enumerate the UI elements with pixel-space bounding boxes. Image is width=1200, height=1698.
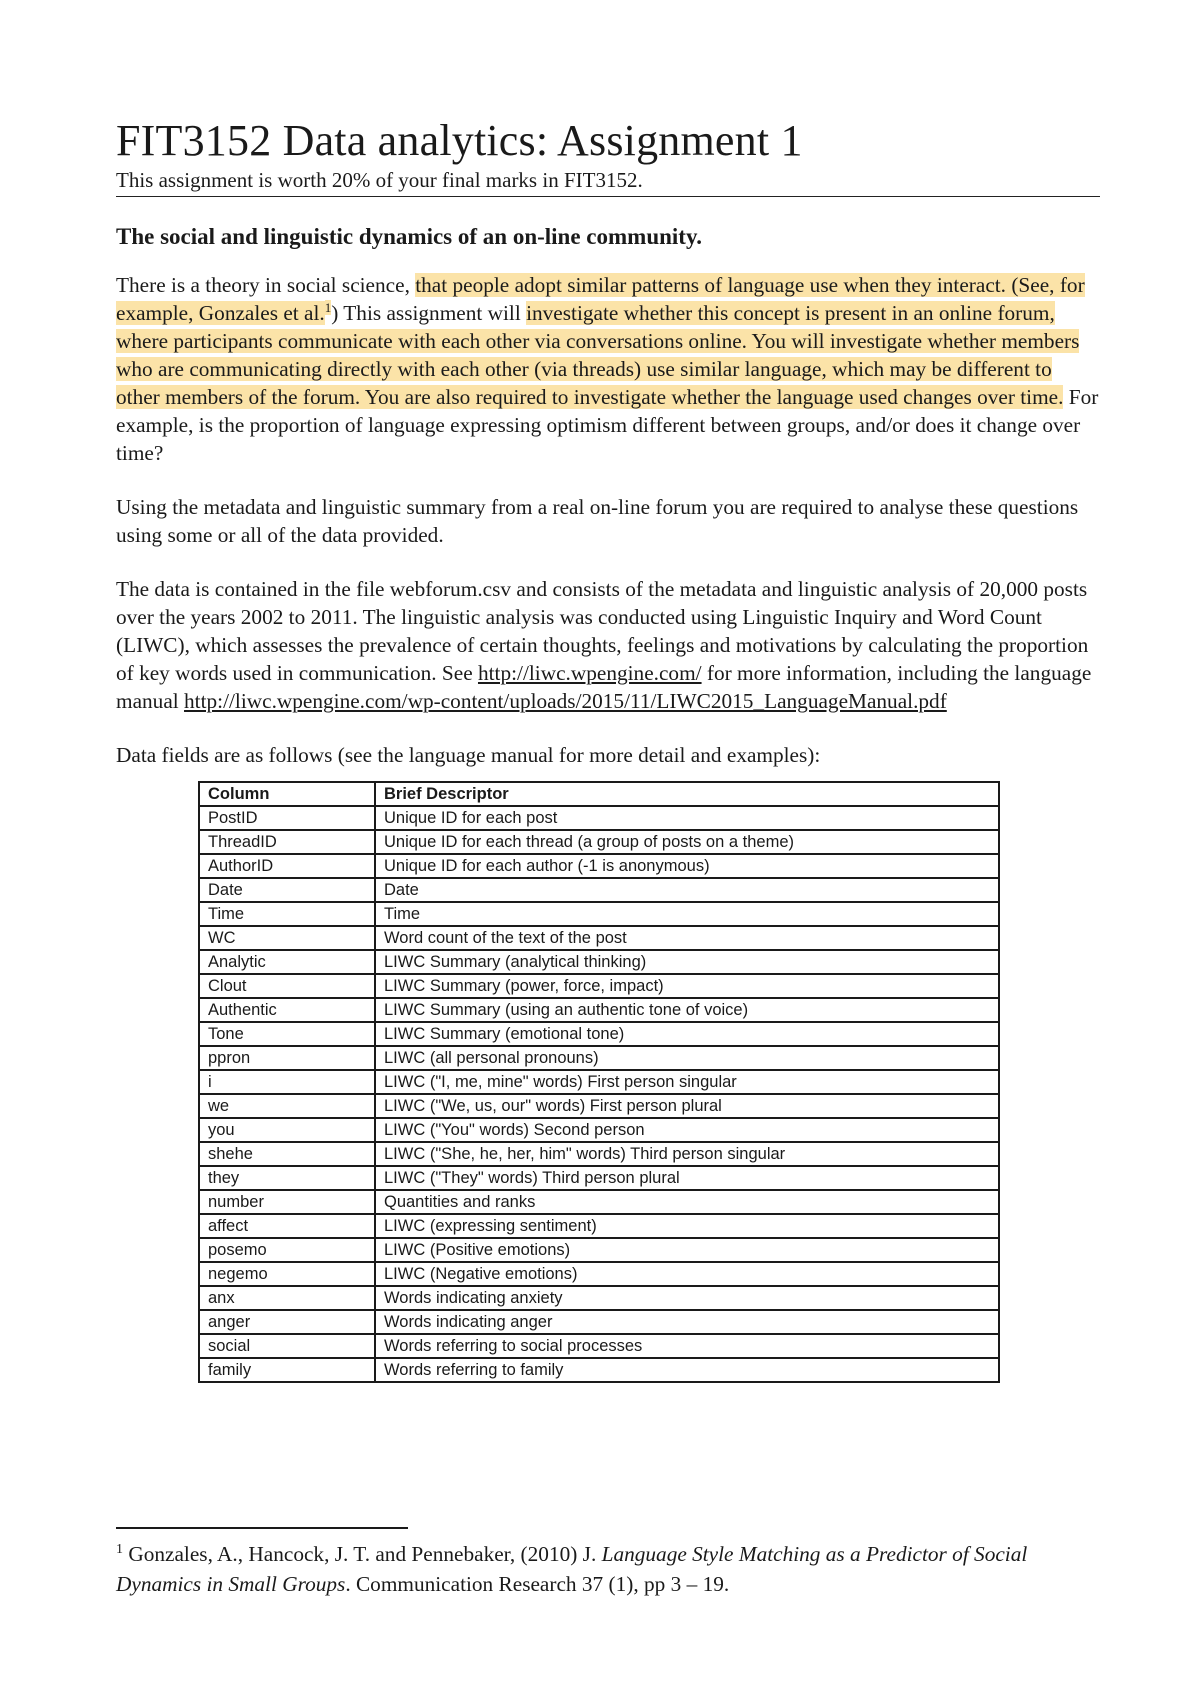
table-row [199,1238,999,1262]
table-row [199,806,999,830]
table-row [199,1070,999,1094]
table-row [199,950,999,974]
field-descriptor-cell: LIWC Summary (power, force, impact) [375,974,999,998]
field-name-cell: number [199,1190,375,1214]
field-name-cell: anx [199,1286,375,1310]
document-body [116,115,1100,1383]
field-name-cell: social [199,1334,375,1358]
field-descriptor-cell: LIWC (Positive emotions) [375,1238,999,1262]
field-descriptor-cell: Unique ID for each author (-1 is anonymous) [375,854,999,878]
footnote [116,1539,1100,1599]
table-row [199,1094,999,1118]
field-name-cell: family [199,1358,375,1382]
field-name-cell: you [199,1118,375,1142]
data-fields-intro: Data fields are as follows (see the language manual for more detail and examples): [116,743,821,767]
field-descriptor-cell: LIWC ("She, he, her, him" words) Third person singular [375,1142,999,1166]
field-name-cell: AuthorID [199,854,375,878]
field-descriptor-cell: LIWC (expressing sentiment) [375,1214,999,1238]
field-name-cell: Time [199,902,375,926]
table-row [199,878,999,902]
field-name-cell: posemo [199,1238,375,1262]
data-description-text-2: for more information, including the language manual [116,661,1092,713]
table-row [199,1310,999,1334]
field-descriptor-cell: LIWC Summary (using an authentic tone of voice) [375,998,999,1022]
table-row [199,926,999,950]
table-row [199,1286,999,1310]
field-name-cell: affect [199,1214,375,1238]
field-descriptor-cell: Date [375,878,999,902]
field-name-cell: Analytic [199,950,375,974]
footnote-authors: Gonzales, A., Hancock, J. T. and Pennebaker, (2010) J. [123,1542,602,1566]
field-descriptor-cell: LIWC Summary (analytical thinking) [375,950,999,974]
field-name-cell: Tone [199,1022,375,1046]
table-row [199,1190,999,1214]
field-name-cell: we [199,1094,375,1118]
footnote-number: 1 [116,1541,123,1557]
field-descriptor-cell: LIWC ("We, us, our" words) First person plural [375,1094,999,1118]
data-description-paragraph [116,575,1100,715]
field-descriptor-cell: LIWC Summary (emotional tone) [375,1022,999,1046]
field-descriptor-cell: LIWC (all personal pronouns) [375,1046,999,1070]
table-row [199,1046,999,1070]
footnote-reference[interactable]: 1 [324,299,332,315]
table-body [199,806,999,1382]
table-row [199,902,999,926]
liwc-website-link[interactable]: http://liwc.wpengine.com/ [477,661,702,685]
field-descriptor-cell: Words indicating anxiety [375,1286,999,1310]
field-descriptor-cell: LIWC ("You" words) Second person [375,1118,999,1142]
field-name-cell: Clout [199,974,375,998]
table-row [199,1262,999,1286]
table-row [199,1334,999,1358]
field-name-cell: WC [199,926,375,950]
table-row [199,1214,999,1238]
footnote-publication: . Communication Research 37 (1), pp 3 – 19. [345,1572,730,1596]
table-header-row [199,782,999,806]
column-header-descriptor: Brief Descriptor [375,782,999,806]
intro-paragraph [116,271,1100,467]
section-heading: The social and linguistic dynamics of an on-line community. [116,224,702,249]
document-subtitle: This assignment is worth 20% of your final marks in FIT3152. [116,167,1100,197]
highlighted-text-2: investigate whether this concept is present in an online forum, where participants communicate with each other via conversations online. You will investigate whether members who are communicating directly with each other (via threads) use similar language, which may be different to other members of the forum. You are also required to investigate whether the language used changes over time. [116,301,1080,409]
field-descriptor-cell: Word count of the text of the post [375,926,999,950]
intro-text-2: ) This assignment will [331,301,527,325]
field-name-cell: they [199,1166,375,1190]
field-descriptor-cell: LIWC ("They" words) Third person plural [375,1166,999,1190]
field-descriptor-cell: Quantities and ranks [375,1190,999,1214]
table-row [199,1142,999,1166]
footnote-separator [116,1527,408,1529]
table-row [199,1358,999,1382]
footnote-article-title: Language Style Matching as a Predictor of Social Dynamics in Small Groups [116,1542,1028,1596]
table-row [199,974,999,998]
data-source-paragraph: Using the metadata and linguistic summary from a real on-line forum you are required to analyse these questions using some or all of the data provided. [116,495,1079,547]
field-name-cell: ThreadID [199,830,375,854]
field-name-cell: negemo [199,1262,375,1286]
field-descriptor-cell: LIWC (Negative emotions) [375,1262,999,1286]
data-fields-table [198,781,1000,1383]
table-row [199,998,999,1022]
table-row [199,1166,999,1190]
field-descriptor-cell: Unique ID for each post [375,806,999,830]
intro-text-1: There is a theory in social science, [116,273,416,297]
document-title: FIT3152 Data analytics: Assignment 1 [116,116,803,165]
table-row [199,1022,999,1046]
liwc-manual-link[interactable]: http://liwc.wpengine.com/wp-content/uploads/2015/11/LIWC2015_LanguageManual.pdf [184,689,947,713]
field-descriptor-cell: Words referring to family [375,1358,999,1382]
field-name-cell: Date [199,878,375,902]
intro-text-3: For example, is the proportion of language expressing optimism different between groups, and/or does it change over time? [116,385,1099,465]
table-row [199,830,999,854]
field-name-cell: ppron [199,1046,375,1070]
field-name-cell: shehe [199,1142,375,1166]
field-descriptor-cell: Words referring to social processes [375,1334,999,1358]
field-descriptor-cell: LIWC ("I, me, mine" words) First person singular [375,1070,999,1094]
field-name-cell: i [199,1070,375,1094]
column-header-column: Column [199,782,375,806]
highlighted-text-1: that people adopt similar patterns of language use when they interact. (See, for example, Gonzales et al. [116,273,1085,325]
field-descriptor-cell: Words indicating anger [375,1310,999,1334]
field-name-cell: PostID [199,806,375,830]
data-description-text-1: The data is contained in the file webforum.csv and consists of the metadata and linguistic analysis of 20,000 posts over the years 2002 to 2011. The linguistic analysis was conducted using Linguistic Inquiry and Word Count (LIWC), which assesses the prevalence of certain thoughts, feelings and motivations by calculating the proportion of key words used in communication. See [116,577,1089,685]
field-descriptor-cell: Unique ID for each thread (a group of posts on a theme) [375,830,999,854]
table-row [199,854,999,878]
field-descriptor-cell: Time [375,902,999,926]
field-name-cell: Authentic [199,998,375,1022]
field-name-cell: anger [199,1310,375,1334]
table-row [199,1118,999,1142]
